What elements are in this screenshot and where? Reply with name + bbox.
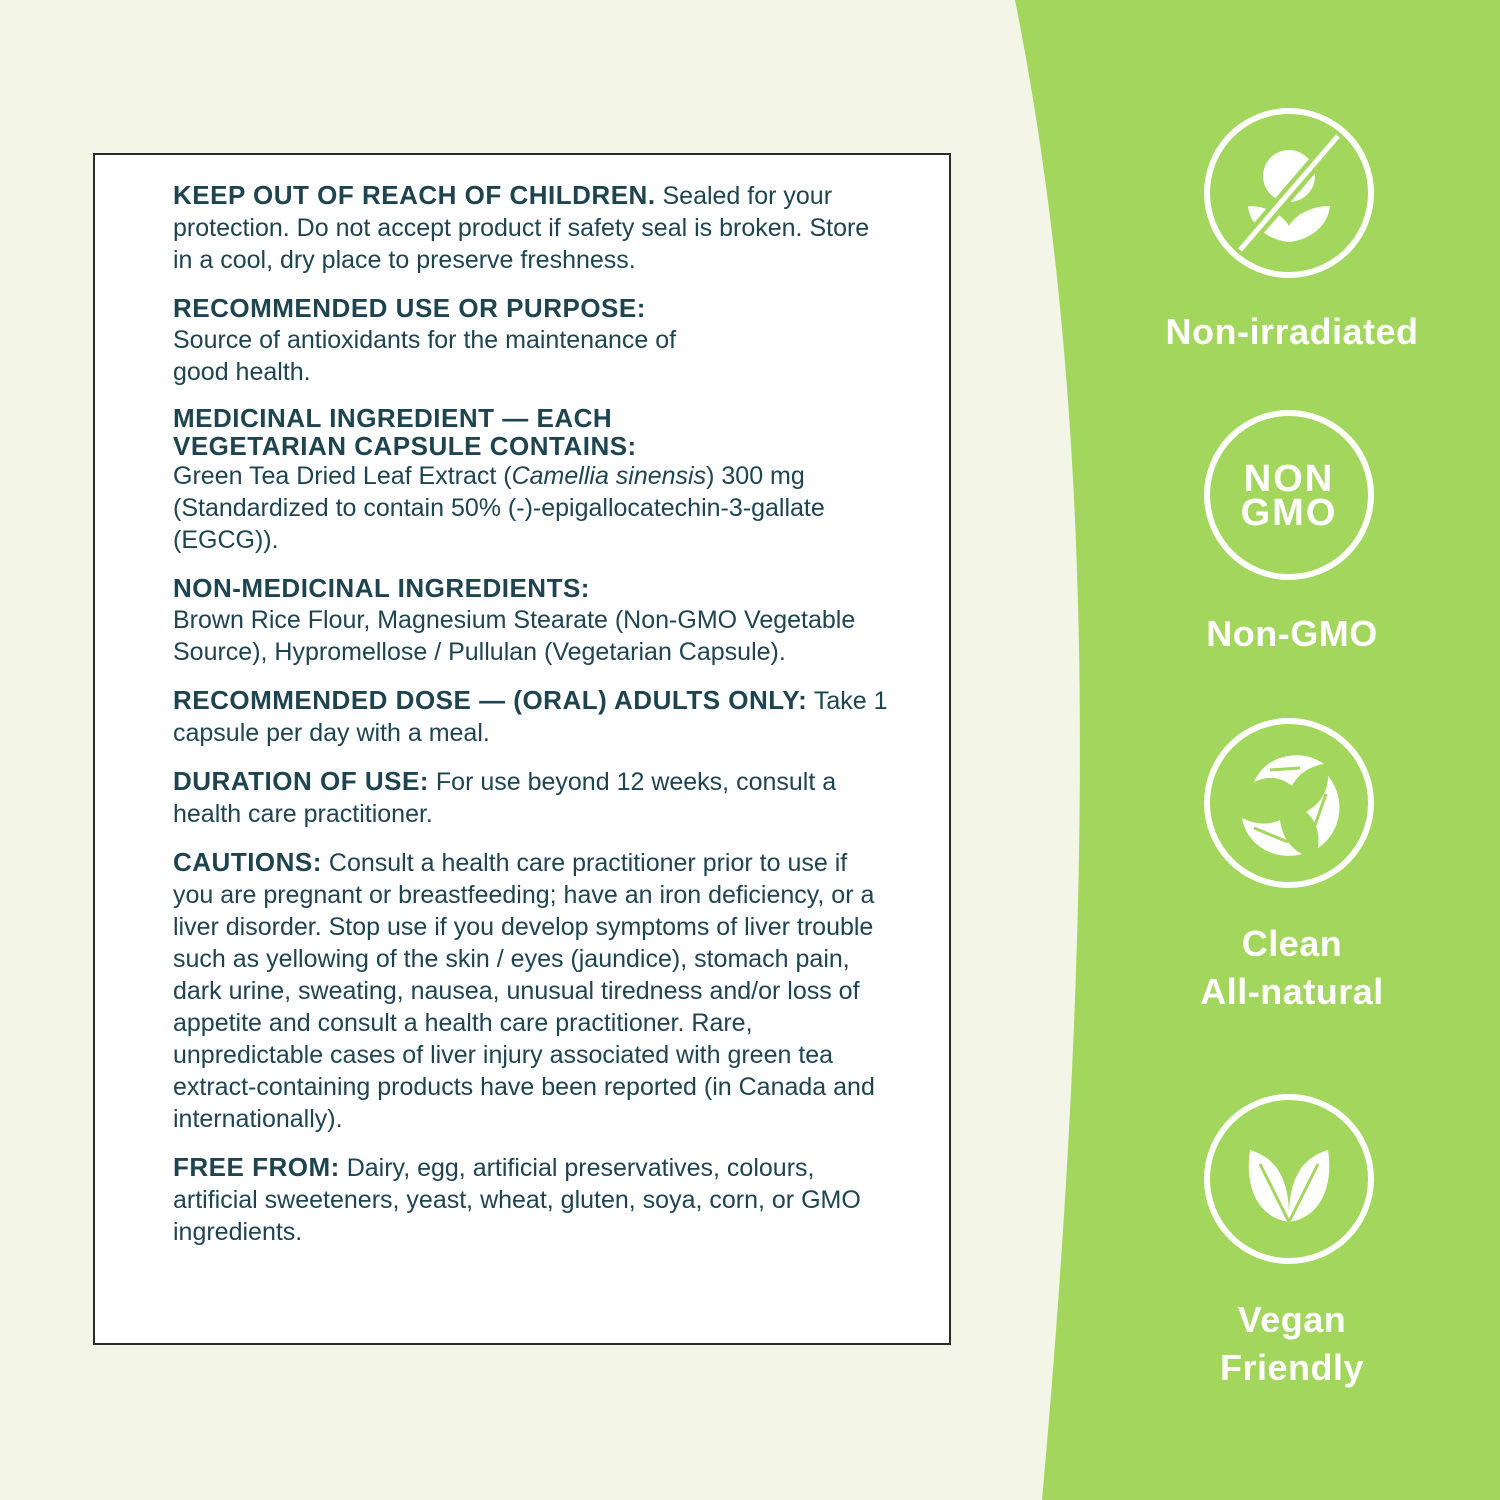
keep-out-section (173, 179, 893, 276)
clean-label (1150, 920, 1434, 1016)
dose-text: Take 1 capsule per day with a meal. (173, 687, 888, 747)
cautions-section (173, 846, 883, 1135)
non-gmo-icon-line2: GMO (1240, 492, 1338, 534)
non-gmo-label: Non-GMO (1206, 613, 1378, 654)
medicinal-text-before: Green Tea Dried Leaf Extract ( (173, 462, 512, 490)
duration-section (173, 765, 893, 830)
non-gmo-icon-line1: NON (1243, 458, 1335, 500)
medicinal-heading-line1: MEDICINAL INGREDIENT — EACH (173, 403, 613, 433)
clean-leaves-icon (1204, 718, 1374, 888)
recommended-use-text: Source of antioxidants for the maintenance of good health. (173, 326, 677, 386)
dose-heading: RECOMMENDED DOSE — (ORAL) ADULTS ONLY: (173, 685, 808, 715)
dose-section (173, 684, 893, 749)
non-medicinal-text: Brown Rice Flour, Magnesium Stearate (Non-GMO Vegetable Source), Hypromellose / Pullulan (Vegetarian Capsule). (173, 606, 856, 666)
duration-heading: DURATION OF USE: (173, 766, 429, 796)
non-medicinal-heading: NON-MEDICINAL INGREDIENTS: (173, 573, 590, 603)
duration-text: For use beyond 12 weeks, consult a health care practitioner. (173, 768, 837, 828)
keep-out-heading: KEEP OUT OF REACH OF CHILDREN. (173, 180, 656, 210)
cautions-text: Consult a health care practitioner prior to use if you are pregnant or breastfeeding; have an iron deficiency, or a liver disorder. Stop use if you develop symptoms of liver trouble such as yellowing of the skin / eyes (jaundice), stomach pain, dark urine, sweating, nausea, unusual tiredness and/or loss of appetite and consult a health care practitioner. Rare, unpredictable cases of liver injury associated with green tea extract-containing products have been reported (in Canada and internationally). (173, 849, 875, 1133)
keep-out-text: Sealed for your protection. Do not accept product if safety seal is broken. Store in a cool, dry place to preserve freshness. (173, 182, 870, 274)
vegan-leaf-icon (1204, 1094, 1374, 1264)
non-gmo-icon (1204, 410, 1374, 580)
free-from-text: Dairy, egg, artificial preservatives, colours, artificial sweeteners, yeast, wheat, gluten, soya, corn, or GMO ingredients. (173, 1154, 861, 1246)
medicinal-section (173, 404, 893, 556)
free-from-heading: FREE FROM: (173, 1152, 340, 1182)
recommended-use-section (173, 292, 893, 388)
non-irradiated-icon (1204, 108, 1374, 278)
vegan-label-line2: Friendly (1219, 1347, 1365, 1388)
cautions-heading: CAUTIONS: (173, 847, 322, 877)
non-irradiated-label: Non-irradiated (1165, 311, 1419, 352)
label-panel (93, 153, 951, 1345)
vegan-label-line1: Vegan (1237, 1299, 1347, 1340)
clean-label-line1: Clean (1241, 923, 1343, 964)
medicinal-heading-line2: VEGETARIAN CAPSULE CONTAINS: (173, 431, 637, 461)
medicinal-text-after: ) 300 mg (Standardized to contain 50% (-)-epigallocatechin-3-gallate (EGCG)). (173, 462, 825, 554)
medicinal-latin-name: Camellia sinensis (511, 462, 707, 490)
recommended-use-heading: RECOMMENDED USE OR PURPOSE: (173, 293, 646, 323)
label-content (173, 179, 893, 1264)
non-medicinal-section (173, 572, 893, 668)
free-from-section (173, 1151, 883, 1248)
vegan-label (1150, 1296, 1434, 1392)
clean-label-line2: All-natural (1200, 971, 1384, 1012)
